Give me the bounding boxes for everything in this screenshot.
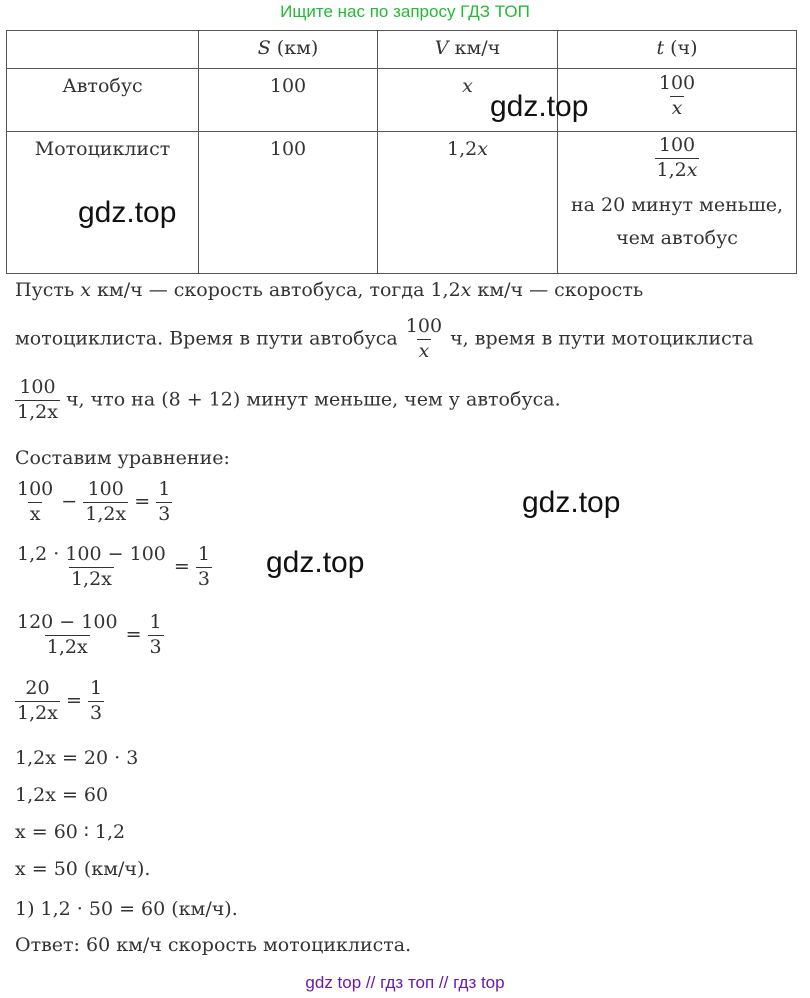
header-speed: V км/ч (378, 31, 558, 69)
equation-5: 1,2x = 20 · 3 (15, 747, 139, 769)
row-moto-time (558, 132, 797, 274)
watermark: gdz.top (266, 546, 365, 579)
equation-6: 1,2x = 60 (15, 784, 109, 806)
bus-time-fraction: $\frac{100}{x}$ (658, 72, 696, 119)
equation-7: x = 60 ∶ 1,2 (15, 821, 126, 843)
equation-9: 1) 1,2 · 50 = 60 (км/ч). (15, 898, 238, 920)
solution-line-1: Пусть x км/ч — скорость автобуса, тогда 1,2x км/ч — скорость (15, 279, 644, 301)
solution-line-3: $\frac{100}{1,2x}$ ч, что на (8 + 12) минут меньше, чем у автобуса. (17, 376, 561, 423)
row-moto-label: Мотоциклист (7, 132, 199, 274)
equation-1: $\frac{100}{x}$ − $\frac{100}{1,2x}$ = $\frac{1}{3}$ (17, 478, 171, 525)
answer-line: Ответ: 60 км/ч скорость мотоциклиста. (15, 934, 412, 956)
row-bus-label: Автобус (7, 69, 199, 132)
equation-8: x = 50 (км/ч). (15, 858, 151, 880)
watermark: gdz.top (78, 196, 177, 229)
row-moto-distance: 100 (199, 132, 378, 274)
moto-time-inline-fraction: $\frac{100}{1,2x}$ (17, 376, 58, 423)
footer-links[interactable]: gdz top // гдз топ // гдз top (305, 973, 505, 992)
row-bus-time (558, 69, 797, 132)
header-time: t (ч) (558, 31, 797, 69)
equation-3: $\frac{120 - 100}{1,2x}$ = $\frac{1}{3}$ (17, 611, 162, 658)
promo-banner[interactable]: Ищите нас по запросу ГДЗ ТОП (280, 2, 530, 21)
moto-time-note: на 20 минут меньше, чем автобус (570, 193, 784, 249)
bus-time-inline-fraction: $\frac{100}{x}$ (405, 315, 443, 362)
moto-time-fraction: $\frac{100}{1,2x}$ (656, 134, 698, 181)
watermark: gdz.top (522, 486, 621, 519)
row-moto-speed: 1,2x (378, 132, 558, 274)
watermark: gdz.top (490, 90, 589, 123)
header-distance: S (км) (199, 31, 378, 69)
solution-line-4: Составим уравнение: (15, 447, 230, 469)
row-bus-speed: x (378, 69, 558, 132)
data-table (6, 30, 797, 274)
row-bus-distance: 100 (199, 69, 378, 132)
equation-2: $\frac{1,2 \cdot 100 - 100}{1,2x}$ = $\frac{1}{3}$ (17, 543, 210, 590)
equation-4: $\frac{20}{1,2x}$ = $\frac{1}{3}$ (17, 677, 103, 724)
solution-line-2: мотоциклиста. Время в пути автобуса $\frac{100}{x}$ ч, время в пути мотоциклиста (15, 315, 754, 362)
header-empty-cell (7, 31, 199, 69)
